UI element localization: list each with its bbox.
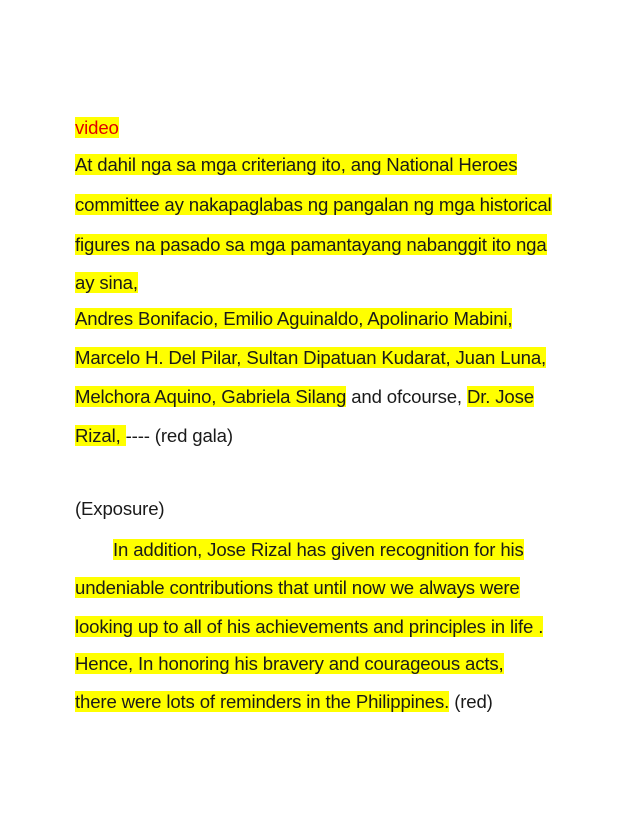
paragraph-line <box>75 152 517 178</box>
paragraph-line <box>75 306 512 332</box>
paragraph-line <box>75 614 543 640</box>
highlighted-text: Andres Bonifacio, Emilio Aguinaldo, Apolinario Mabini, <box>75 308 513 329</box>
highlighted-text: committee ay nakapaglabas ng pangalan ng mga historical <box>75 194 552 215</box>
paragraph-line <box>75 651 504 677</box>
paragraph-line <box>75 232 547 258</box>
highlighted-text: looking up to all of his achievements and principles in life . <box>75 616 544 637</box>
paragraph-line <box>75 575 520 601</box>
highlighted-text: ay sina, <box>75 272 138 293</box>
highlighted-text: Hence, In honoring his bravery and courageous acts, <box>75 653 504 674</box>
highlighted-text: Melchora Aquino, Gabriela Silang <box>75 386 347 407</box>
highlighted-text: undeniable contributions that until now we always were <box>75 577 520 598</box>
exposure-label-line <box>75 496 164 522</box>
highlighted-text: figures na pasado sa mga pamantayang nabanggit ito nga <box>75 234 547 255</box>
exposure-label: (Exposure) <box>75 498 165 519</box>
highlighted-text: there were lots of reminders in the Philippines. <box>75 691 450 712</box>
paragraph-line <box>113 537 524 563</box>
paragraph-line <box>75 689 493 715</box>
plain-text: and ofcourse, <box>346 386 467 407</box>
highlighted-text: Marcelo H. Del Pilar, Sultan Dipatuan Kudarat, Juan Luna, <box>75 347 547 368</box>
video-label-line <box>75 115 119 141</box>
highlighted-text: At dahil nga sa mga criteriang ito, ang National Heroes <box>75 154 518 175</box>
plain-text: ---- (red gala) <box>125 425 233 446</box>
paragraph-line <box>75 384 534 410</box>
paragraph-line <box>75 192 552 218</box>
video-label: video <box>75 117 119 138</box>
paragraph-line <box>75 270 138 296</box>
highlighted-text: Dr. Jose <box>466 386 534 407</box>
highlighted-text: Rizal, <box>75 425 126 446</box>
plain-text: (red) <box>449 691 493 712</box>
paragraph-line <box>75 423 233 449</box>
paragraph-line <box>75 345 546 371</box>
highlighted-text: In addition, Jose Rizal has given recognition for his <box>113 539 524 560</box>
